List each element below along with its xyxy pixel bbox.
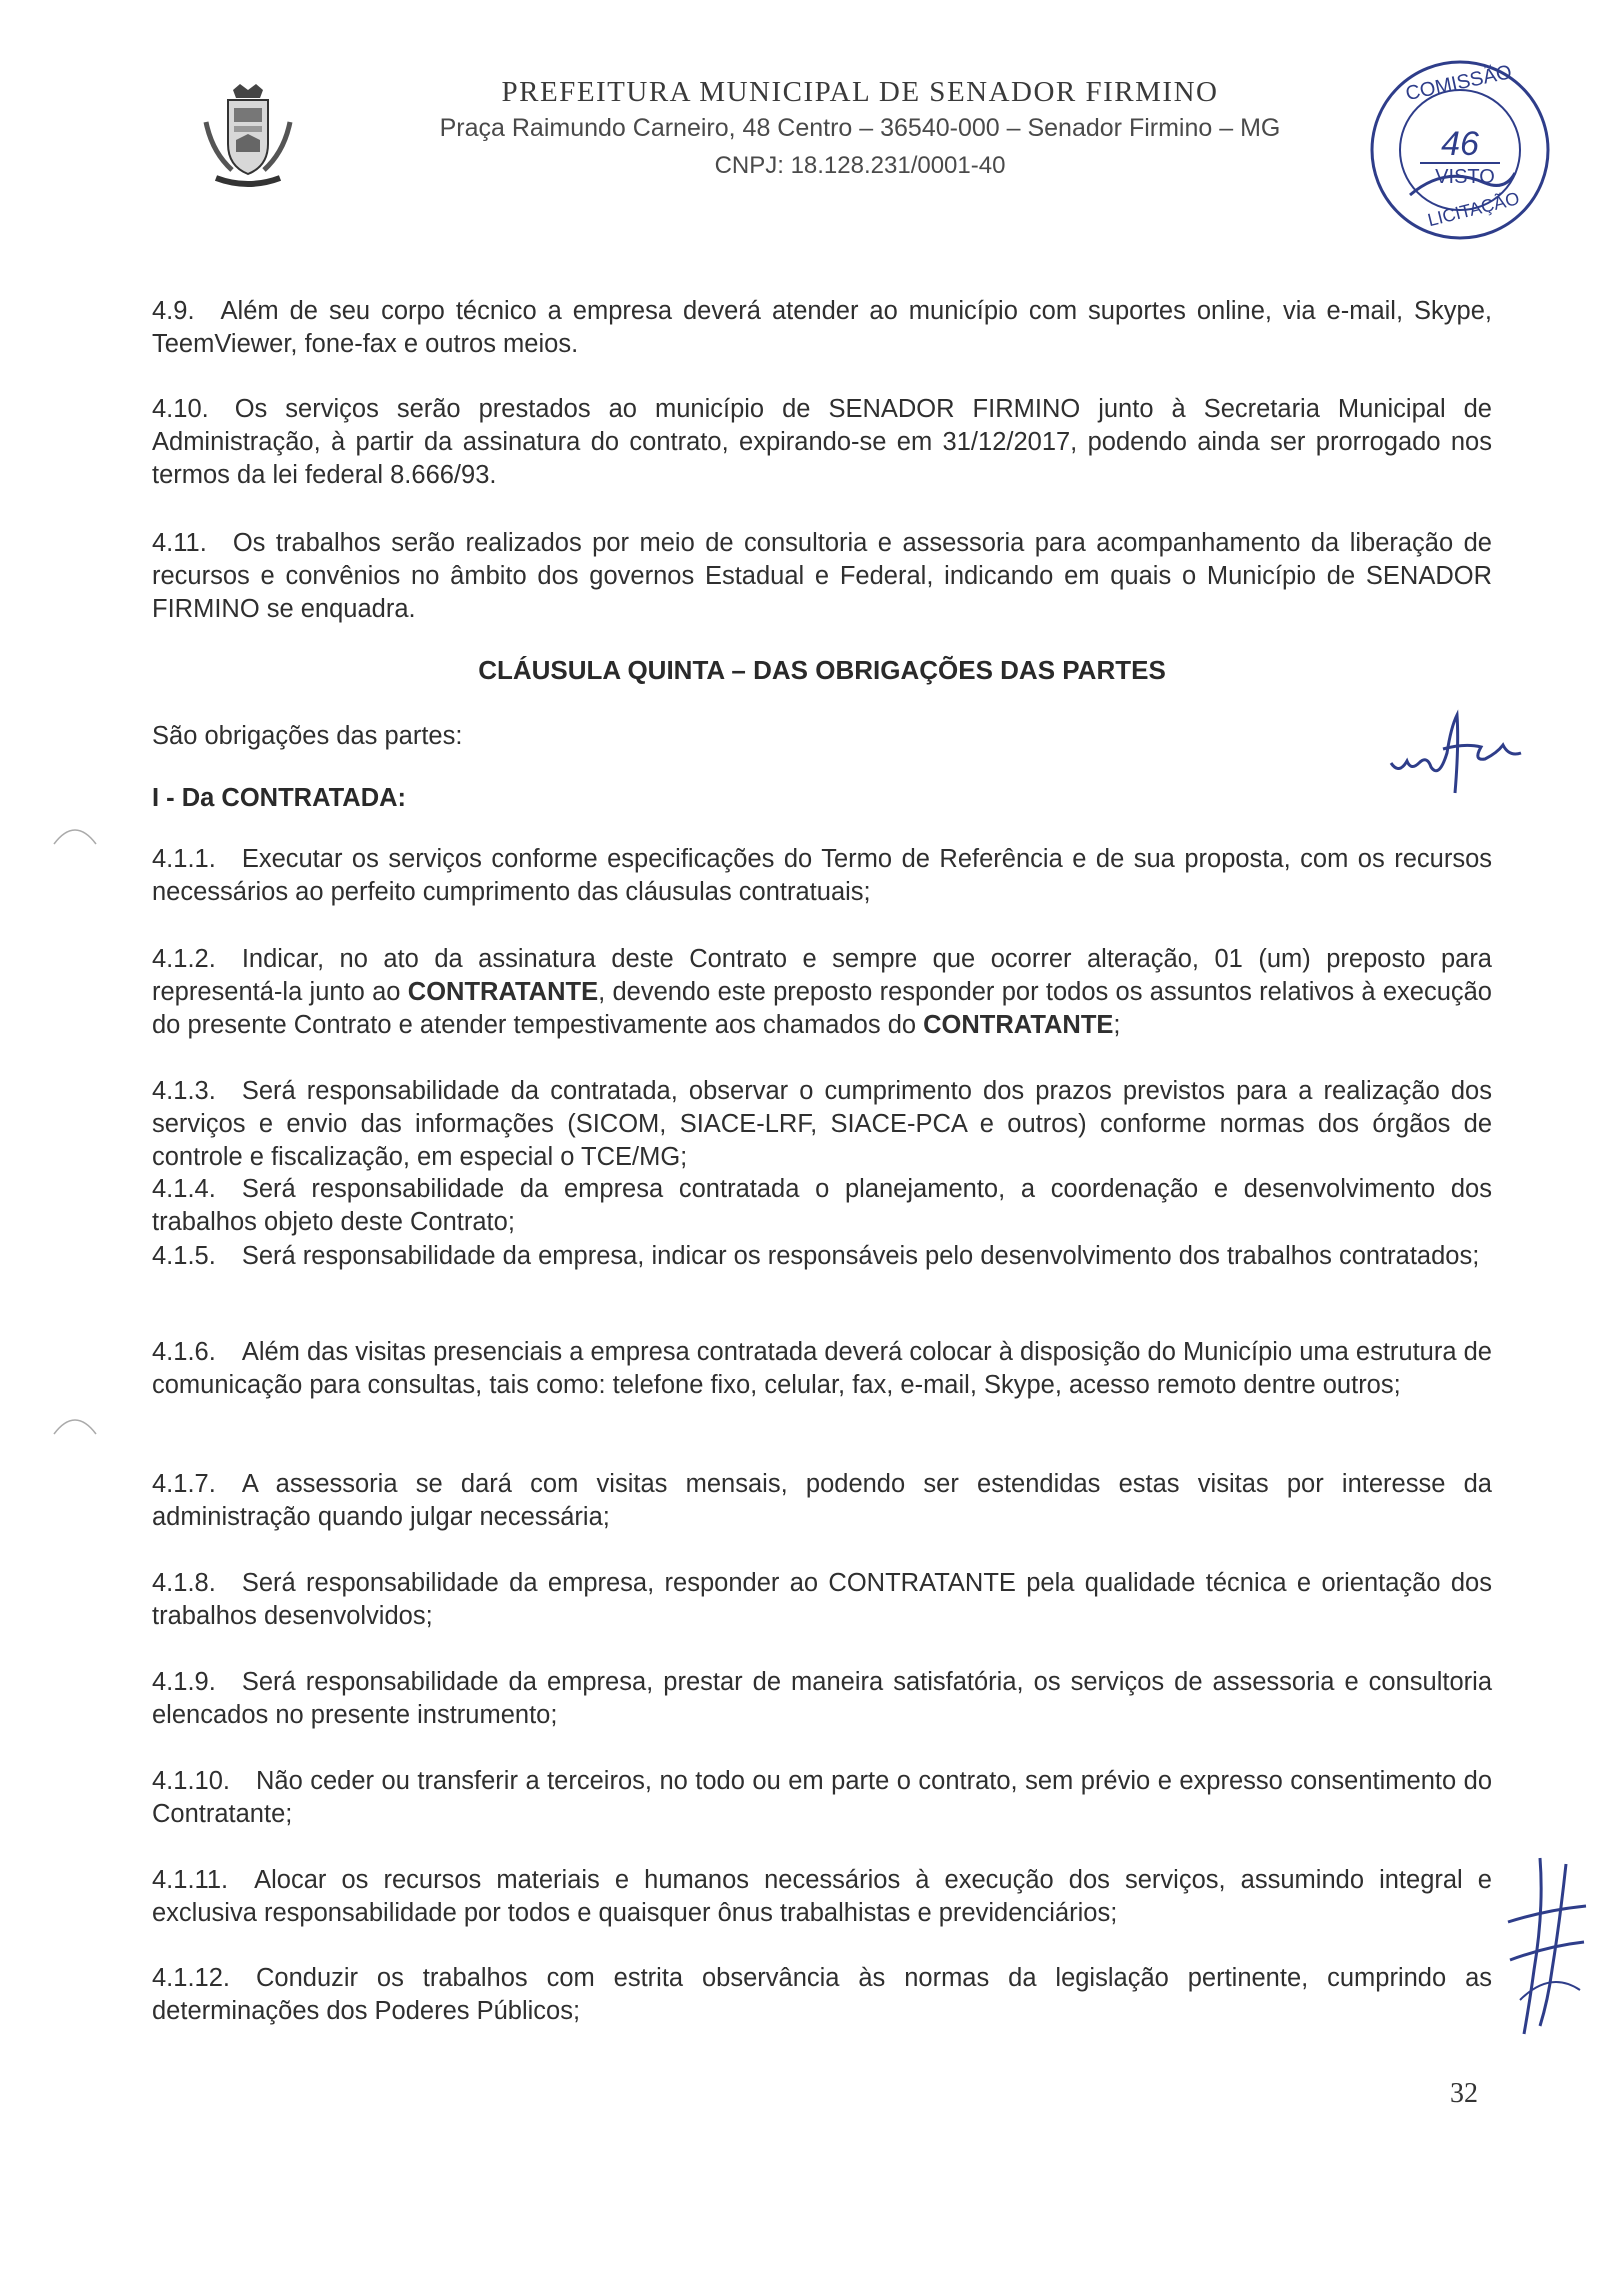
item-number: 4.1.11. (152, 1866, 229, 1894)
item-text: Conduzir os trabalhos com estrita observância às normas da legislação pertinente, cumprindo as determinações dos Poderes Públicos; (152, 1964, 1492, 2025)
item-number: 4.1.7. (152, 1470, 216, 1498)
item-number: 4.1.4. (152, 1175, 216, 1203)
item-4-1-3 (152, 1075, 1492, 1174)
binder-hole-mark (50, 1410, 100, 1440)
paragraph-text: Além de seu corpo técnico a empresa deverá atender ao município com suportes online, via e-mail, Skype, TeemViewer, fone-fax e outros meios. (152, 297, 1492, 358)
item-4-1-2 (152, 943, 1492, 1042)
paragraph-number: 4.11. (152, 529, 207, 557)
item-text: Não ceder ou transferir a terceiros, no todo ou em parte o contrato, sem prévio e expresso consentimento do Contratante; (152, 1767, 1492, 1828)
item-contratante-bold: CONTRATANTE (407, 978, 599, 1006)
item-4-1-8 (152, 1567, 1492, 1633)
margin-signature (1500, 1850, 1590, 2040)
stamp-top-text: COMISSÃO (1403, 61, 1514, 106)
item-number: 4.1.3. (152, 1077, 216, 1105)
item-4-1-6 (152, 1336, 1492, 1402)
page-number: 32 (1450, 2078, 1478, 2109)
item-number: 4.1.6. (152, 1338, 216, 1366)
item-number: 4.1.8. (152, 1569, 216, 1597)
item-number: 4.1.12. (152, 1964, 230, 1992)
item-number: 4.1.10. (152, 1767, 230, 1795)
item-number: 4.1.5. (152, 1242, 216, 1270)
item-text: Será responsabilidade da empresa, responder ao CONTRATANTE pela qualidade técnica e orientação dos trabalhos desenvolvidos; (152, 1569, 1492, 1630)
binder-hole-mark (50, 820, 100, 850)
stamp-bottom-text: LICITAÇÃO (1425, 188, 1522, 231)
item-text: Alocar os recursos materiais e humanos necessários à execução dos serviços, assumindo integral e exclusiva responsabilidade por todos e quaisquer ônus trabalhistas e previdenciários; (152, 1866, 1492, 1927)
paragraph-text: Os serviços serão prestados ao município de SENADOR FIRMINO junto à Secretaria Municipal de Administração, à partir da assinatura do contrato, expirando-se em 31/12/2017, podendo ainda ser prorrogado nos termos da lei federal 8.666/93. (152, 395, 1492, 489)
item-text-part-c: ; (1113, 1011, 1121, 1039)
handwritten-initials (1385, 705, 1525, 795)
stamp-number: 46 (1441, 125, 1479, 163)
item-4-1-9 (152, 1666, 1492, 1732)
item-4-1-10 (152, 1765, 1492, 1831)
item-text: Executar os serviços conforme especificações do Termo de Referência e de sua proposta, com os recursos necessários ao perfeito cumprimento das cláusulas contratuais; (152, 845, 1492, 906)
item-contratante-bold: CONTRATANTE (923, 1011, 1114, 1039)
item-text: Será responsabilidade da contratada, observar o cumprimento dos prazos previstos para a realização dos serviços e envio das informações (SICOM, SIACE-LRF, SIACE-PCA e outros) conforme normas dos órgãos de controle e fiscalização, em especial o TCE/MG; (152, 1077, 1492, 1171)
item-text: A assessoria se dará com visitas mensais, podendo ser estendidas estas visitas por interesse da administração quando julgar necessária; (152, 1470, 1492, 1531)
item-4-1-11 (152, 1864, 1492, 1930)
clause-heading: CLÁUSULA QUINTA – DAS OBRIGAÇÕES DAS PARTES (478, 655, 1166, 685)
stamp-visto-text: VISTO (1435, 166, 1495, 188)
paragraph-number: 4.10. (152, 395, 209, 423)
paragraph-number: 4.9. (152, 297, 195, 325)
item-4-1-1 (152, 843, 1492, 909)
item-4-1-5 (152, 1240, 1492, 1273)
item-text: Será responsabilidade da empresa, prestar de maneira satisfatória, os serviços de assessoria e consultoria elencados no presente instrumento; (152, 1668, 1492, 1729)
item-number: 4.1.9. (152, 1668, 216, 1696)
header-address: Praça Raimundo Carneiro, 48 Centro – 36540-000 – Senador Firmino – MG (439, 114, 1281, 142)
item-text-part-b: , devendo este preposto responder por todos os assuntos relativos à execução do presente Contrato e atender tempestivamente aos chamados do (152, 978, 1492, 1039)
commission-stamp (1365, 55, 1555, 245)
item-text: Além das visitas presenciais a empresa contratada deverá colocar à disposição do Município uma estrutura de comunicação para consultas, tais como: telefone fixo, celular, fax, e-mail, Skype, acesso remoto dentre outros; (152, 1338, 1492, 1399)
municipal-crest-icon (198, 82, 298, 194)
obligations-intro: São obrigações das partes: (152, 722, 463, 750)
item-4-1-4 (152, 1173, 1492, 1239)
header-cnpj: CNPJ: 18.128.231/0001-40 (714, 152, 1006, 179)
contratada-heading: I - Da CONTRATADA: (152, 784, 407, 812)
item-number: 4.1.1. (152, 845, 216, 873)
item-text-part-a: Indicar, no ato da assinatura deste Contrato e sempre que ocorrer alteração, 01 (um) preposto para representá-la junto ao (152, 945, 1492, 1006)
item-number: 4.1.2. (152, 945, 216, 973)
item-4-1-12 (152, 1962, 1492, 2028)
header-municipality-name: PREFEITURA MUNICIPAL DE SENADOR FIRMINO (501, 76, 1219, 108)
paragraph-4-11 (152, 527, 1492, 626)
item-4-1-7 (152, 1468, 1492, 1534)
item-text: Será responsabilidade da empresa contratada o planejamento, a coordenação e desenvolvimento dos trabalhos objeto deste Contrato; (152, 1175, 1492, 1236)
paragraph-4-10 (152, 393, 1492, 492)
item-text: Será responsabilidade da empresa, indicar os responsáveis pelo desenvolvimento dos trabalhos contratados; (241, 1242, 1480, 1270)
paragraph-text: Os trabalhos serão realizados por meio de consultoria e assessoria para acompanhamento da liberação de recursos e convênios no âmbito dos governos Estadual e Federal, indicando em quais o Município de SENADOR FIRMINO se enquadra. (152, 529, 1492, 623)
paragraph-4-9 (152, 295, 1492, 361)
